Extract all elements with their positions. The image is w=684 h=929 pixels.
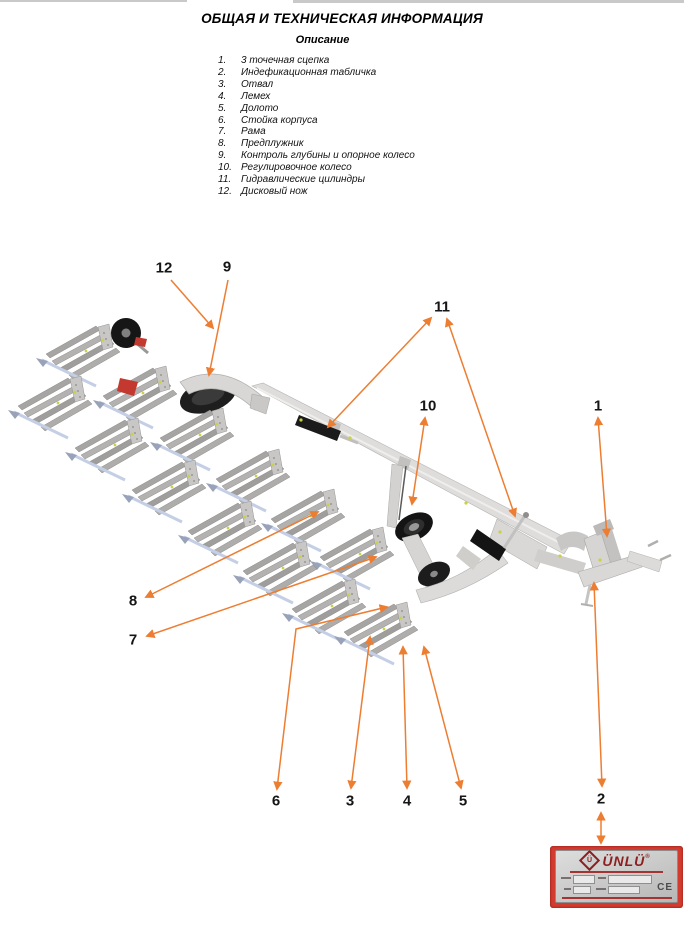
part-number: 4. xyxy=(218,90,227,102)
plate-field-box xyxy=(608,886,640,894)
callout-label-3: 3 xyxy=(345,792,355,810)
plate-field-label xyxy=(598,877,606,879)
part-number: 3. xyxy=(218,78,227,90)
part-number: 2. xyxy=(218,66,227,78)
section-subtitle: Описание xyxy=(295,34,350,46)
registered-mark: ® xyxy=(645,853,651,860)
plate-subtitle-line xyxy=(570,871,663,873)
part-number: 1. xyxy=(218,55,227,66)
identification-plate xyxy=(550,846,683,908)
part-number: 12. xyxy=(218,185,232,197)
part-number: 7. xyxy=(218,126,227,138)
brand-row xyxy=(556,853,677,868)
part-label: Предплужник xyxy=(241,138,304,150)
plate-field-box xyxy=(573,886,591,894)
identification-plate-face xyxy=(555,850,678,903)
plate-field-label xyxy=(561,877,571,879)
callout-label-2: 2 xyxy=(596,790,606,808)
plate-field-label xyxy=(564,888,571,890)
plow-machine xyxy=(8,318,671,664)
part-label: Отвал xyxy=(241,78,274,90)
plate-address-line xyxy=(562,897,672,899)
part-label: Стойка корпуса xyxy=(241,114,318,126)
part-label: Долото xyxy=(241,102,279,114)
callout-label-12: 12 xyxy=(155,259,173,277)
callout-label-9: 9 xyxy=(222,258,232,276)
part-number: 9. xyxy=(218,150,227,162)
part-label: Регулировочное колесо xyxy=(241,162,352,174)
callout-label-11: 11 xyxy=(434,298,450,316)
part-label: Лемех xyxy=(241,90,271,102)
part-label: Рама xyxy=(241,126,266,138)
callout-label-1: 1 xyxy=(593,397,603,415)
plate-field-box xyxy=(608,875,652,884)
part-label: Контроль глубины и опорное колесо xyxy=(241,150,415,162)
page-title: ОБЩАЯ И ТЕХНИЧЕСКАЯ ИНФОРМАЦИЯ xyxy=(201,11,483,26)
unlu-diamond-logo-icon: Ü xyxy=(579,850,600,871)
part-number: 5. xyxy=(218,102,227,114)
part-number: 11. xyxy=(218,174,232,186)
callout-label-8: 8 xyxy=(128,592,138,610)
part-label: Дисковый нож xyxy=(241,185,308,197)
plate-field-label xyxy=(596,888,606,890)
ce-mark: CE xyxy=(657,882,673,893)
callout-label-6: 6 xyxy=(271,792,281,810)
brand-text: ÜNLÜ® xyxy=(602,852,651,869)
part-label: Индефикационная табличка xyxy=(241,66,377,78)
callout-label-4: 4 xyxy=(402,792,412,810)
plate-field-box xyxy=(573,875,595,884)
part-label: 3 точечная сцепка xyxy=(241,55,330,66)
callout-label-7: 7 xyxy=(128,631,138,649)
callout-label-10: 10 xyxy=(419,397,437,415)
part-number: 10. xyxy=(218,162,232,174)
callout-label-5: 5 xyxy=(458,792,468,810)
part-number: 8. xyxy=(218,138,227,150)
part-label: Гидравлические цилиндры xyxy=(241,174,365,186)
part-number: 6. xyxy=(218,114,227,126)
